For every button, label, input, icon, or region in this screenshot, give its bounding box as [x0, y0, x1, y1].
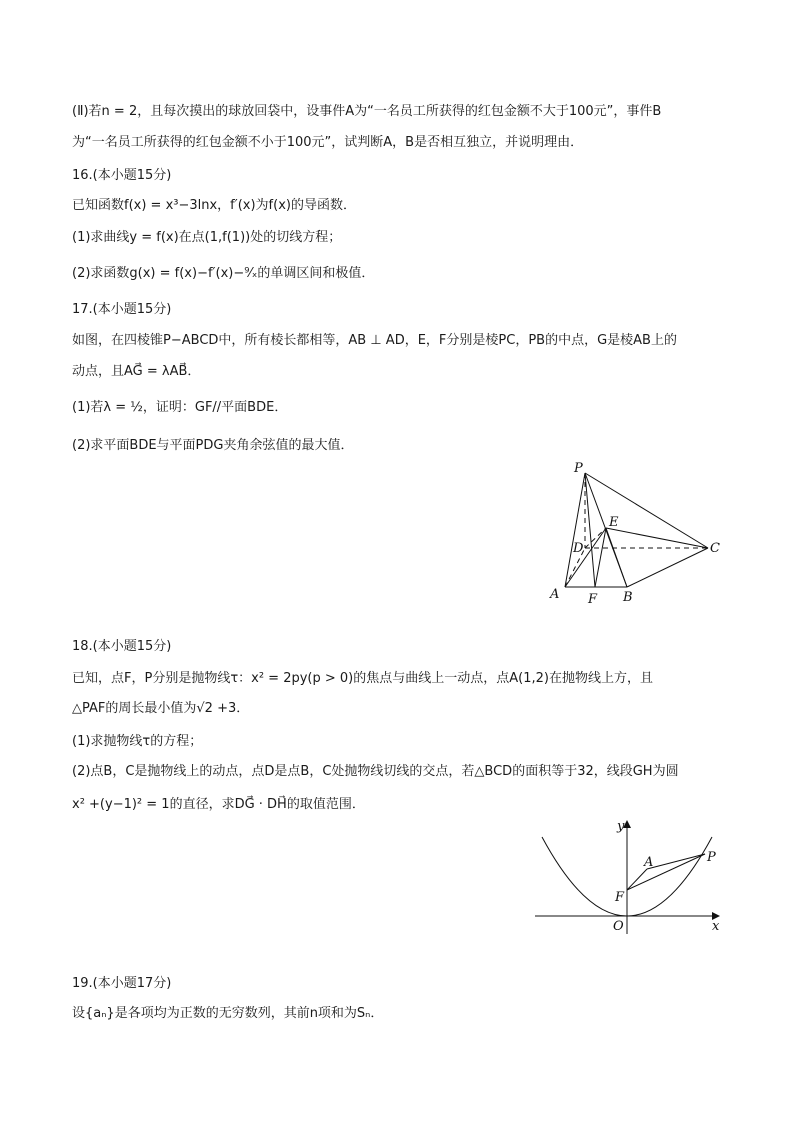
text-line: △PAF的周长最小值为√2 +3． [72, 701, 250, 716]
text-line: (Ⅱ)若n = 2，且每次摸出的球放回袋中，设事件A为“一名员工所获得的红包金额不大于100元”，事件B [72, 104, 662, 119]
label-y: y [617, 819, 625, 834]
text-line: (2)求函数g(x) = f(x)−f′(x)−⁹⁄ₓ的单调区间和极值． [72, 266, 375, 281]
label-P: P [574, 461, 583, 476]
label-F: F [615, 890, 625, 905]
text-line: 动点，且AG⃗ = λAB⃗． [72, 364, 201, 379]
label-A: A [644, 855, 654, 870]
label-O: O [613, 919, 624, 934]
label-E: E [609, 515, 619, 530]
label-P: P [707, 850, 716, 865]
label-D: D [573, 541, 584, 556]
text-line: (1)求曲线y = f(x)在点(1,f(1))处的切线方程； [72, 230, 342, 245]
text-line: x² +(y−1)² = 1的直径，求DG⃗ · DH⃗的取值范围． [72, 797, 365, 812]
problem-heading: 19.(本小题17分) [72, 976, 172, 991]
label-B: B [623, 590, 633, 605]
text-line: 设{aₙ}是各项均为正数的无穷数列，其前n项和为Sₙ． [72, 1006, 384, 1021]
label-A: A [550, 587, 560, 602]
text-line: 如图，在四棱锥P−ABCD中，所有棱长都相等，AB ⊥ AD，E，F分别是棱PC，PB的中点，G是棱AB上的 [72, 333, 677, 348]
text-line: (2)求平面BDE与平面PDG夹角余弦值的最大值． [72, 438, 354, 453]
label-x: x [712, 919, 720, 934]
pyramid-figure [540, 455, 740, 610]
text-line: (1)若λ = ½，证明：GF//平面BDE． [72, 400, 288, 415]
problem-heading: 17.(本小题15分) [72, 302, 172, 317]
text-line: (1)求抛物线τ的方程； [72, 734, 203, 749]
problem-heading: 18.(本小题15分) [72, 639, 172, 654]
text-line: 为“一名员工所获得的红包金额不小于100元”，试判断A，B是否相互独立，并说明理由． [72, 135, 584, 150]
text-line: 已知，点F，P分别是抛物线τ：x² = 2py(p > 0)的焦点与曲线上一动点，点A(1,2)在抛物线上方，且 [72, 671, 653, 686]
text-line: 已知函数f(x) = x³−3lnx，f′(x)为f(x)的导函数． [72, 198, 356, 213]
label-F: F [588, 592, 598, 607]
label-C: C [710, 541, 720, 556]
problem-heading: 16.(本小题15分) [72, 168, 172, 183]
parabola-figure [530, 812, 730, 942]
text-line: (2)点B，C是抛物线上的动点，点D是点B，C处抛物线切线的交点，若△BCD的面积等于32，线段GH为圆 [72, 764, 679, 779]
